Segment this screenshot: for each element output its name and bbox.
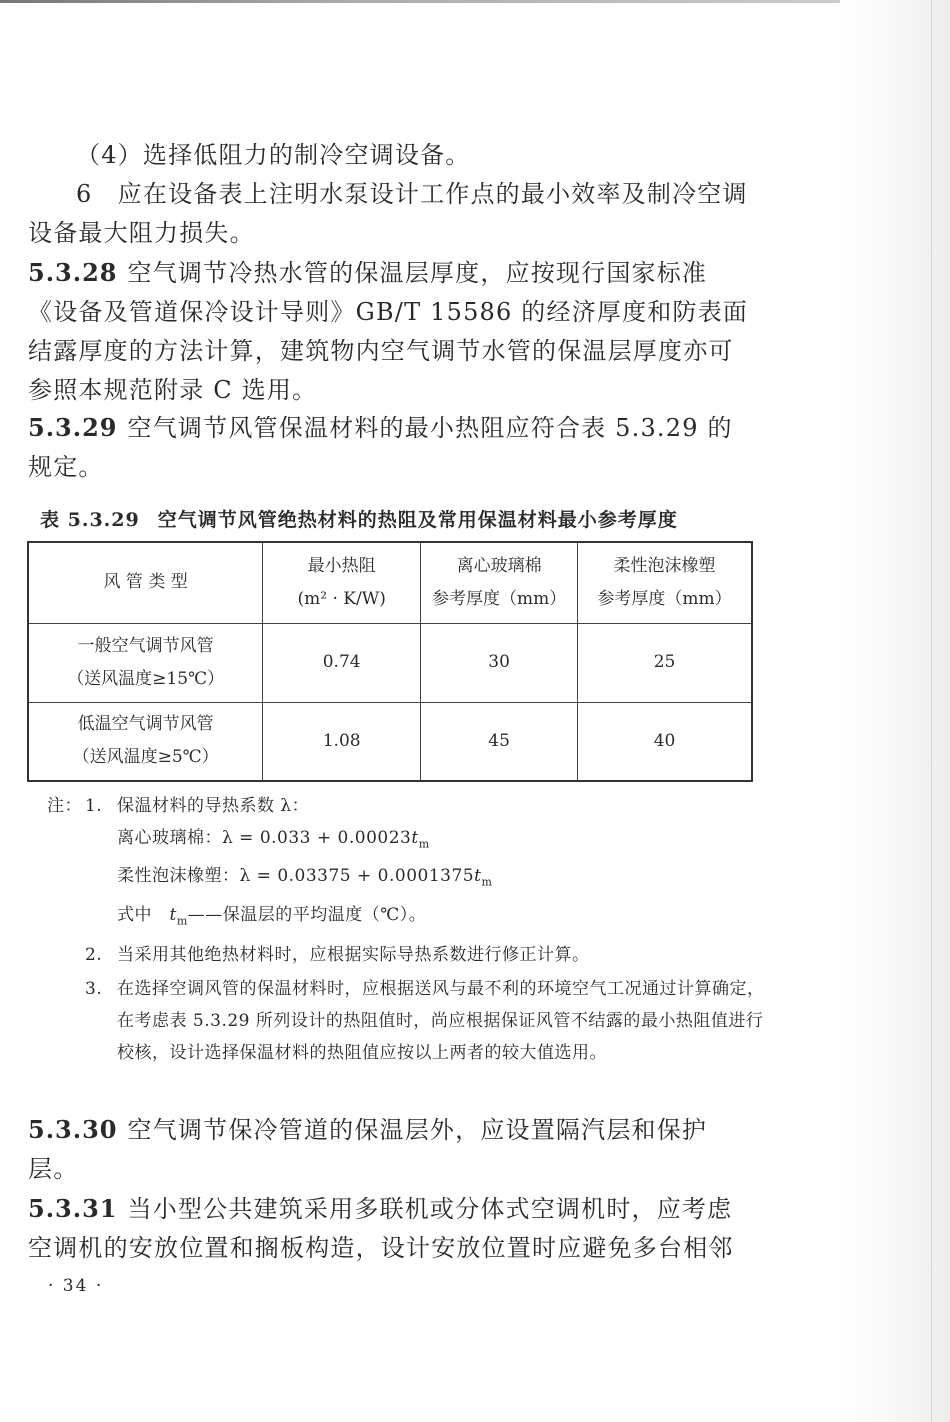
clause-number: 5.3.31 (28, 1194, 118, 1223)
page-number: · 34 · (48, 1276, 104, 1296)
note-2 (47, 939, 767, 971)
note-1-where: 式中 $t_m——$保温层的平均温度（℃）。 (117, 904, 427, 928)
paragraph-item-6 (28, 175, 754, 253)
top-rule (0, 0, 840, 3)
clause-text: 空气调节冷热水管的保温层厚度，应按现行国家标准《设备及管道保冷设计导则》GB/T 15586 的经济厚度和防表面结露厚度的方法计算，建筑物内空气调节水管的保温层厚度亦可参照本规范附录 C 选用。 (28, 259, 749, 404)
cell-resistance: 1.08 (263, 702, 421, 781)
notes-label: 注： (47, 796, 82, 816)
table-notes (47, 790, 767, 1069)
clause-text: 空气调节风管保温材料的最小热阻应符合表 5.3.29 的规定。 (28, 414, 733, 481)
table-header-row (28, 542, 752, 623)
clause-number: 5.3.30 (28, 1115, 118, 1144)
note-1 (47, 790, 767, 822)
note-1-foam-formula: 柔性泡沫橡塑：$\lambda = 0.03375 + 0.0001375t_m$ (117, 866, 493, 889)
header-min-resistance: 最小热阻 (m² · K/W) (263, 542, 421, 623)
clause-text: 空气调节保冷管道的保温层外，应设置隔汽层和保护层。 (28, 1116, 708, 1183)
cell-glass-wool: 30 (421, 623, 578, 702)
paragraph-text: 6 应在设备表上注明水泵设计工作点的最小效率及制冷空调设备最大阻力损失。 (28, 180, 748, 247)
paragraph-text: （4）选择低阻力的制冷空调设备。 (76, 141, 471, 169)
cell-foam-rubber: 40 (578, 702, 752, 781)
clause-5-3-28 (28, 253, 754, 410)
note-text: 保温材料的导热系数 λ： (117, 796, 310, 816)
header-glass-wool: 离心玻璃棉 参考厚度（mm） (421, 542, 578, 623)
table-caption (40, 505, 760, 532)
clause-number: 5.3.29 (28, 413, 118, 442)
clause-5-3-30 (28, 1110, 754, 1189)
cell-duct-type: 一般空气调节风管 （送风温度≥15℃） (28, 623, 263, 702)
cell-glass-wool: 45 (421, 702, 578, 781)
header-duct-type: 风 管 类 型 (28, 542, 263, 623)
page-edge-line (931, 0, 932, 1422)
clause-5-3-31 (28, 1189, 754, 1268)
table-row (28, 623, 752, 702)
clause-number: 5.3.28 (28, 258, 118, 287)
note-number: 3. (85, 979, 103, 1000)
cell-foam-rubber: 25 (578, 623, 752, 702)
paragraph-item-4 (28, 136, 754, 175)
note-1-glass-formula: 离心玻璃棉：$\lambda = 0.033 + 0.00023t_m$ (117, 828, 430, 851)
cell-duct-type: 低温空气调节风管 （送风温度≥5℃） (28, 702, 263, 781)
note-number: 1. (85, 796, 103, 816)
note-text: 在选择空调风管的保温材料时，应根据送风与最不利的环境空气工况通过计算确定，在考虑表 5.3.29 所列设计的热阻值时，尚应根据保证风管不结露的最小热阻值进行校核，设计选择保温材料的热阻值应按以上两者的较大值选用。 (117, 979, 765, 1064)
insulation-table (27, 541, 753, 782)
table-number: 表 5.3.29 (40, 509, 140, 531)
clause-5-3-29 (28, 408, 754, 487)
table-row (28, 702, 752, 781)
page-edge-shadow (840, 0, 950, 1422)
header-foam-rubber: 柔性泡沫橡塑 参考厚度（mm） (578, 542, 752, 623)
table-title: 空气调节风管绝热材料的热阻及常用保温材料最小参考厚度 (157, 509, 678, 531)
note-text: 当采用其他绝热材料时，应根据实际导热系数进行修正计算。 (117, 945, 590, 966)
clause-text: 当小型公共建筑采用多联机或分体式空调机时，应考虑空调机的安放位置和搁板构造，设计安放位置时应避免多台相邻 (28, 1195, 734, 1262)
note-number: 2. (85, 945, 103, 966)
cell-resistance: 0.74 (263, 623, 421, 702)
note-3 (47, 973, 767, 1069)
